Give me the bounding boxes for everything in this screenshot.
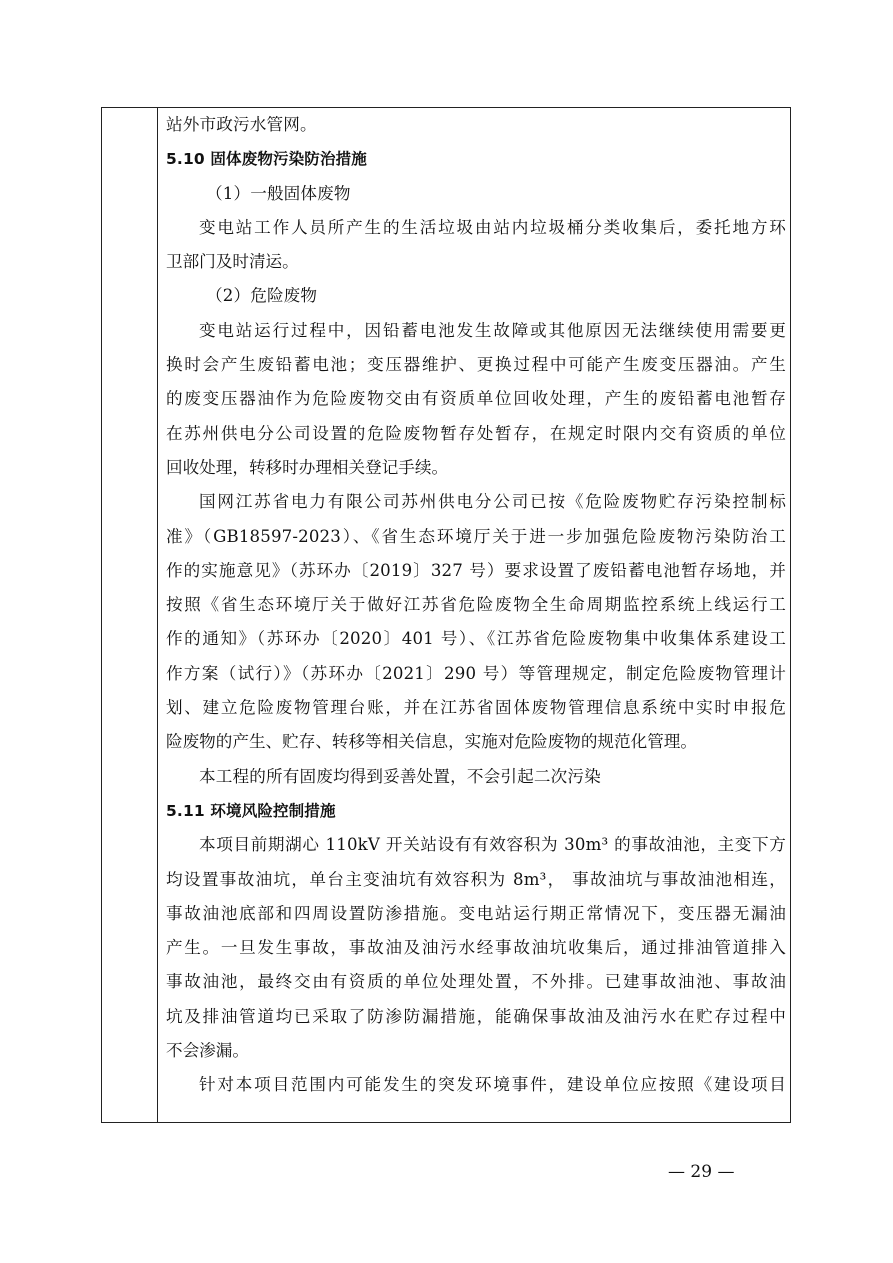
text-line: 均设置事故油坑，单台主变油坑有效容积为 8m³， 事故油坑与事故油池相连， [166, 869, 786, 889]
text-line: 不会渗漏。 [166, 1041, 249, 1061]
body-text [166, 108, 786, 1103]
text-line: （1）一般固体废物 [206, 183, 351, 203]
section-heading: 5.10 固体废物污染防治措施 [166, 150, 367, 169]
content-table [101, 107, 791, 1123]
section-heading: 5.11 环境风险控制措施 [166, 801, 336, 820]
text-line: 作方案（试行）》（苏环办〔2021〕290 号）等管理规定，制定危险废物管理计 [166, 663, 786, 683]
text-line: 换时会产生废铅蓄电池；变压器维护、更换过程中可能产生废变压器油。产生 [166, 355, 786, 375]
text-line: 在苏州供电分公司设置的危险废物暂存处暂存，在规定时限内交有资质的单位 [166, 423, 786, 443]
text-line: 事故油池底部和四周设置防渗措施。变电站运行期正常情况下，变压器无漏油 [166, 903, 786, 923]
page-number: — 29 — [668, 1162, 735, 1182]
text-line: 坑及排油管道均已采取了防渗防漏措施，能确保事故油及油污水在贮存过程中 [166, 1006, 786, 1026]
text-line: 针对本项目范围内可能发生的突发环境事件，建设单位应按照《建设项目 [199, 1075, 786, 1095]
text-line: 作的实施意见》（苏环办〔2019〕327 号）要求设置了废铅蓄电池暂存场地，并 [166, 560, 786, 580]
text-line: 事故油池，最终交由有资质的单位处理处置，不外排。已建事故油池、事故油 [166, 972, 786, 992]
text-line: 站外市政污水管网。 [166, 115, 317, 134]
text-line: 准》（GB18597-2023）、《省生态环境厅关于进一步加强危险废物污染防治工 [166, 526, 786, 546]
text-line: 按照《省生态环境厅关于做好江苏省危险废物全生命周期监控系统上线运行工 [166, 595, 786, 615]
text-line: 产生。一旦发生事故，事故油及油污水经事故油坑收集后，通过排油管道排入 [166, 938, 786, 958]
text-line: 变电站工作人员所产生的生活垃圾由站内垃圾桶分类收集后，委托地方环 [199, 217, 786, 237]
text-line: （2）危险废物 [206, 286, 318, 306]
left-column [102, 108, 158, 1122]
text-line: 作的通知》（苏环办〔2020〕401 号）、《江苏省危险废物集中收集体系建设工 [166, 629, 786, 649]
text-line: 本项目前期湖心 110kV 开关站设有有效容积为 30m³ 的事故油池，主变下方 [199, 835, 786, 855]
text-line: 险废物的产生、贮存、转移等相关信息，实施对危险废物的规范化管理。 [166, 732, 697, 752]
text-line: 国网江苏省电力有限公司苏州供电分公司已按《危险废物贮存污染控制标 [199, 492, 786, 512]
text-line: 回收处理，转移时办理相关登记手续。 [166, 457, 449, 477]
text-line: 变电站运行过程中，因铅蓄电池发生故障或其他原因无法继续使用需要更 [199, 320, 786, 340]
text-line: 本工程的所有固废均得到妥善处置，不会引起二次污染 [199, 766, 601, 786]
text-line: 划、建立危险废物管理台账，并在江苏省固体废物管理信息系统中实时申报危 [166, 698, 786, 718]
text-line: 的废变压器油作为危险废物交由有资质单位回收处理，产生的废铅蓄电池暂存 [166, 389, 786, 409]
text-line: 卫部门及时清运。 [166, 252, 299, 272]
